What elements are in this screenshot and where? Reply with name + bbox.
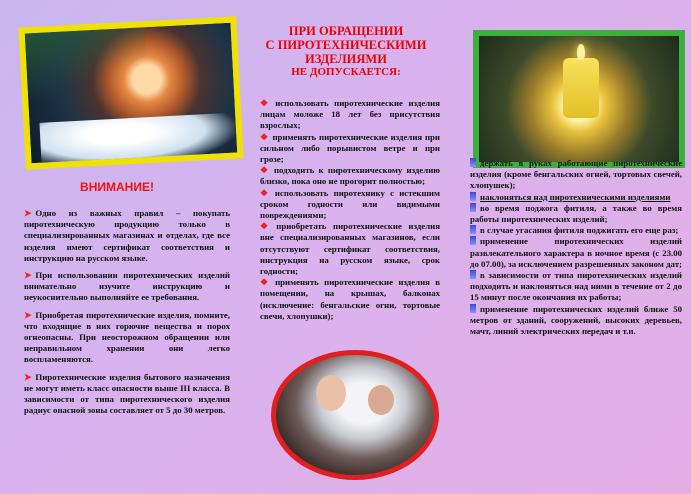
prohibited-item: применение пиротехнических изделий развлекательного характера в ночное время (с 23.00 до 07.00), за исключением разрешенных законом дат; [470, 236, 682, 269]
diamond-bullet-icon: ❖ [260, 165, 270, 176]
left-panel [0, 0, 236, 494]
square-bullet-icon [470, 236, 476, 245]
diamond-bullet-icon: ❖ [260, 221, 273, 232]
square-bullet-icon [470, 304, 476, 313]
square-bullet-icon [470, 192, 476, 201]
square-bullet-icon [470, 203, 476, 212]
left-body [24, 208, 230, 422]
left-paragraph: ➤ Пиротехнические изделия бытового назначения не могут иметь класс опасности выше III класса. В зависимости от типа пиротехнического изделия радиус опасной зоны составляет от 5 до 30 метров. [24, 371, 230, 416]
diamond-bullet-icon: ❖ [260, 98, 272, 108]
prohibited-item: во время поджога фитиля, а также во время работы пиротехнических изделий; [470, 202, 682, 225]
square-bullet-icon [470, 158, 476, 167]
arrow-bullet-icon: ➤ [24, 371, 32, 382]
arrow-bullet-icon: ➤ [24, 208, 32, 218]
square-bullet-icon [470, 225, 476, 234]
prohibited-item: ❖ использовать пиротехнику с истекшим сроком годности или видимыми повреждениями; [260, 187, 440, 221]
prohibited-item: ❖ использовать пиротехнические изделия лицам моложе 18 лет без присутствия взрослых; [260, 98, 441, 131]
prohibited-item: наклоняться над пиротехническими изделиями [470, 192, 682, 203]
prohibited-item: ❖ подходить к пиротехническому изделию близко, пока оно не прогорит полностью; [260, 165, 440, 187]
arrow-bullet-icon: ➤ [24, 309, 32, 320]
diamond-bullet-icon: ❖ [260, 187, 271, 198]
left-paragraph: ➤ Приобретая пиротехнические изделия, помните, что входящие в них горючие вещества и порох огнеопасны. При неосторожном обращении или неправильном хранении они легко воспламеняются. [24, 309, 230, 365]
prohibited-item: в случае угасания фитиля поджигать его еще раз; [470, 225, 682, 236]
arrow-bullet-icon: ➤ [24, 270, 32, 281]
prohibited-item: держать в руках работающие пиротехнические изделия (кроме бенгальских огней, тортовых свечей, хлопушек); [470, 158, 682, 191]
prohibited-item: применение пиротехнических изделий ближе 50 метров от зданий, сооружений, высоких деревьев, мачт, линий электрических передач и т.п. [470, 303, 682, 337]
prohibited-item: ❖ применять пиротехнические изделия при сильном либо порывистом ветре и при грозе; [260, 131, 440, 165]
prohibited-title: ПРИ ОБРАЩЕНИИ С ПИРОТЕХНИЧЕСКИМИ ИЗДЕЛИЯМИ НЕ ДОПУСКАЕТСЯ: [265, 24, 427, 78]
square-bullet-icon [470, 270, 476, 279]
right-body [470, 158, 682, 337]
diamond-bullet-icon: ❖ [260, 131, 269, 142]
prohibited-item: в зависимости от типа пиротехнических изделий подходить и наклоняться над ними в течение от 2 до 15 минут после окончания их работы; [470, 270, 682, 303]
people-with-fireworks-photo [271, 350, 439, 480]
left-paragraph: ➤ При использовании пиротехнических изделий внимательно изучите инструкцию и неукоснительно выполняйте ее требования. [24, 270, 230, 303]
diamond-bullet-icon: ❖ [260, 277, 272, 288]
left-paragraph: ➤ Одно из важных правил – покупать пиротехническую продукцию только в специализированных магазинах и отделах, где все изделия имеют сертификат соответствия и инструкцию на русском языке. [24, 208, 230, 263]
middle-body [260, 98, 440, 322]
prohibited-item: ❖ приобретать пиротехнические изделия вне специализированных магазинов, если отсутствуют сертификат соответствия, инструкция на русском языке, срок годности; [260, 221, 440, 277]
prohibited-item: ❖ применять пиротехнические изделия в помещении, на крышах, балконах (исключение: бенгальские огни, тортовые свечи, хлопушки); [260, 277, 441, 321]
christmas-ornament-photo [18, 16, 243, 169]
attention-heading: ВНИМАНИЕ! [80, 180, 154, 194]
right-panel [456, 0, 691, 494]
